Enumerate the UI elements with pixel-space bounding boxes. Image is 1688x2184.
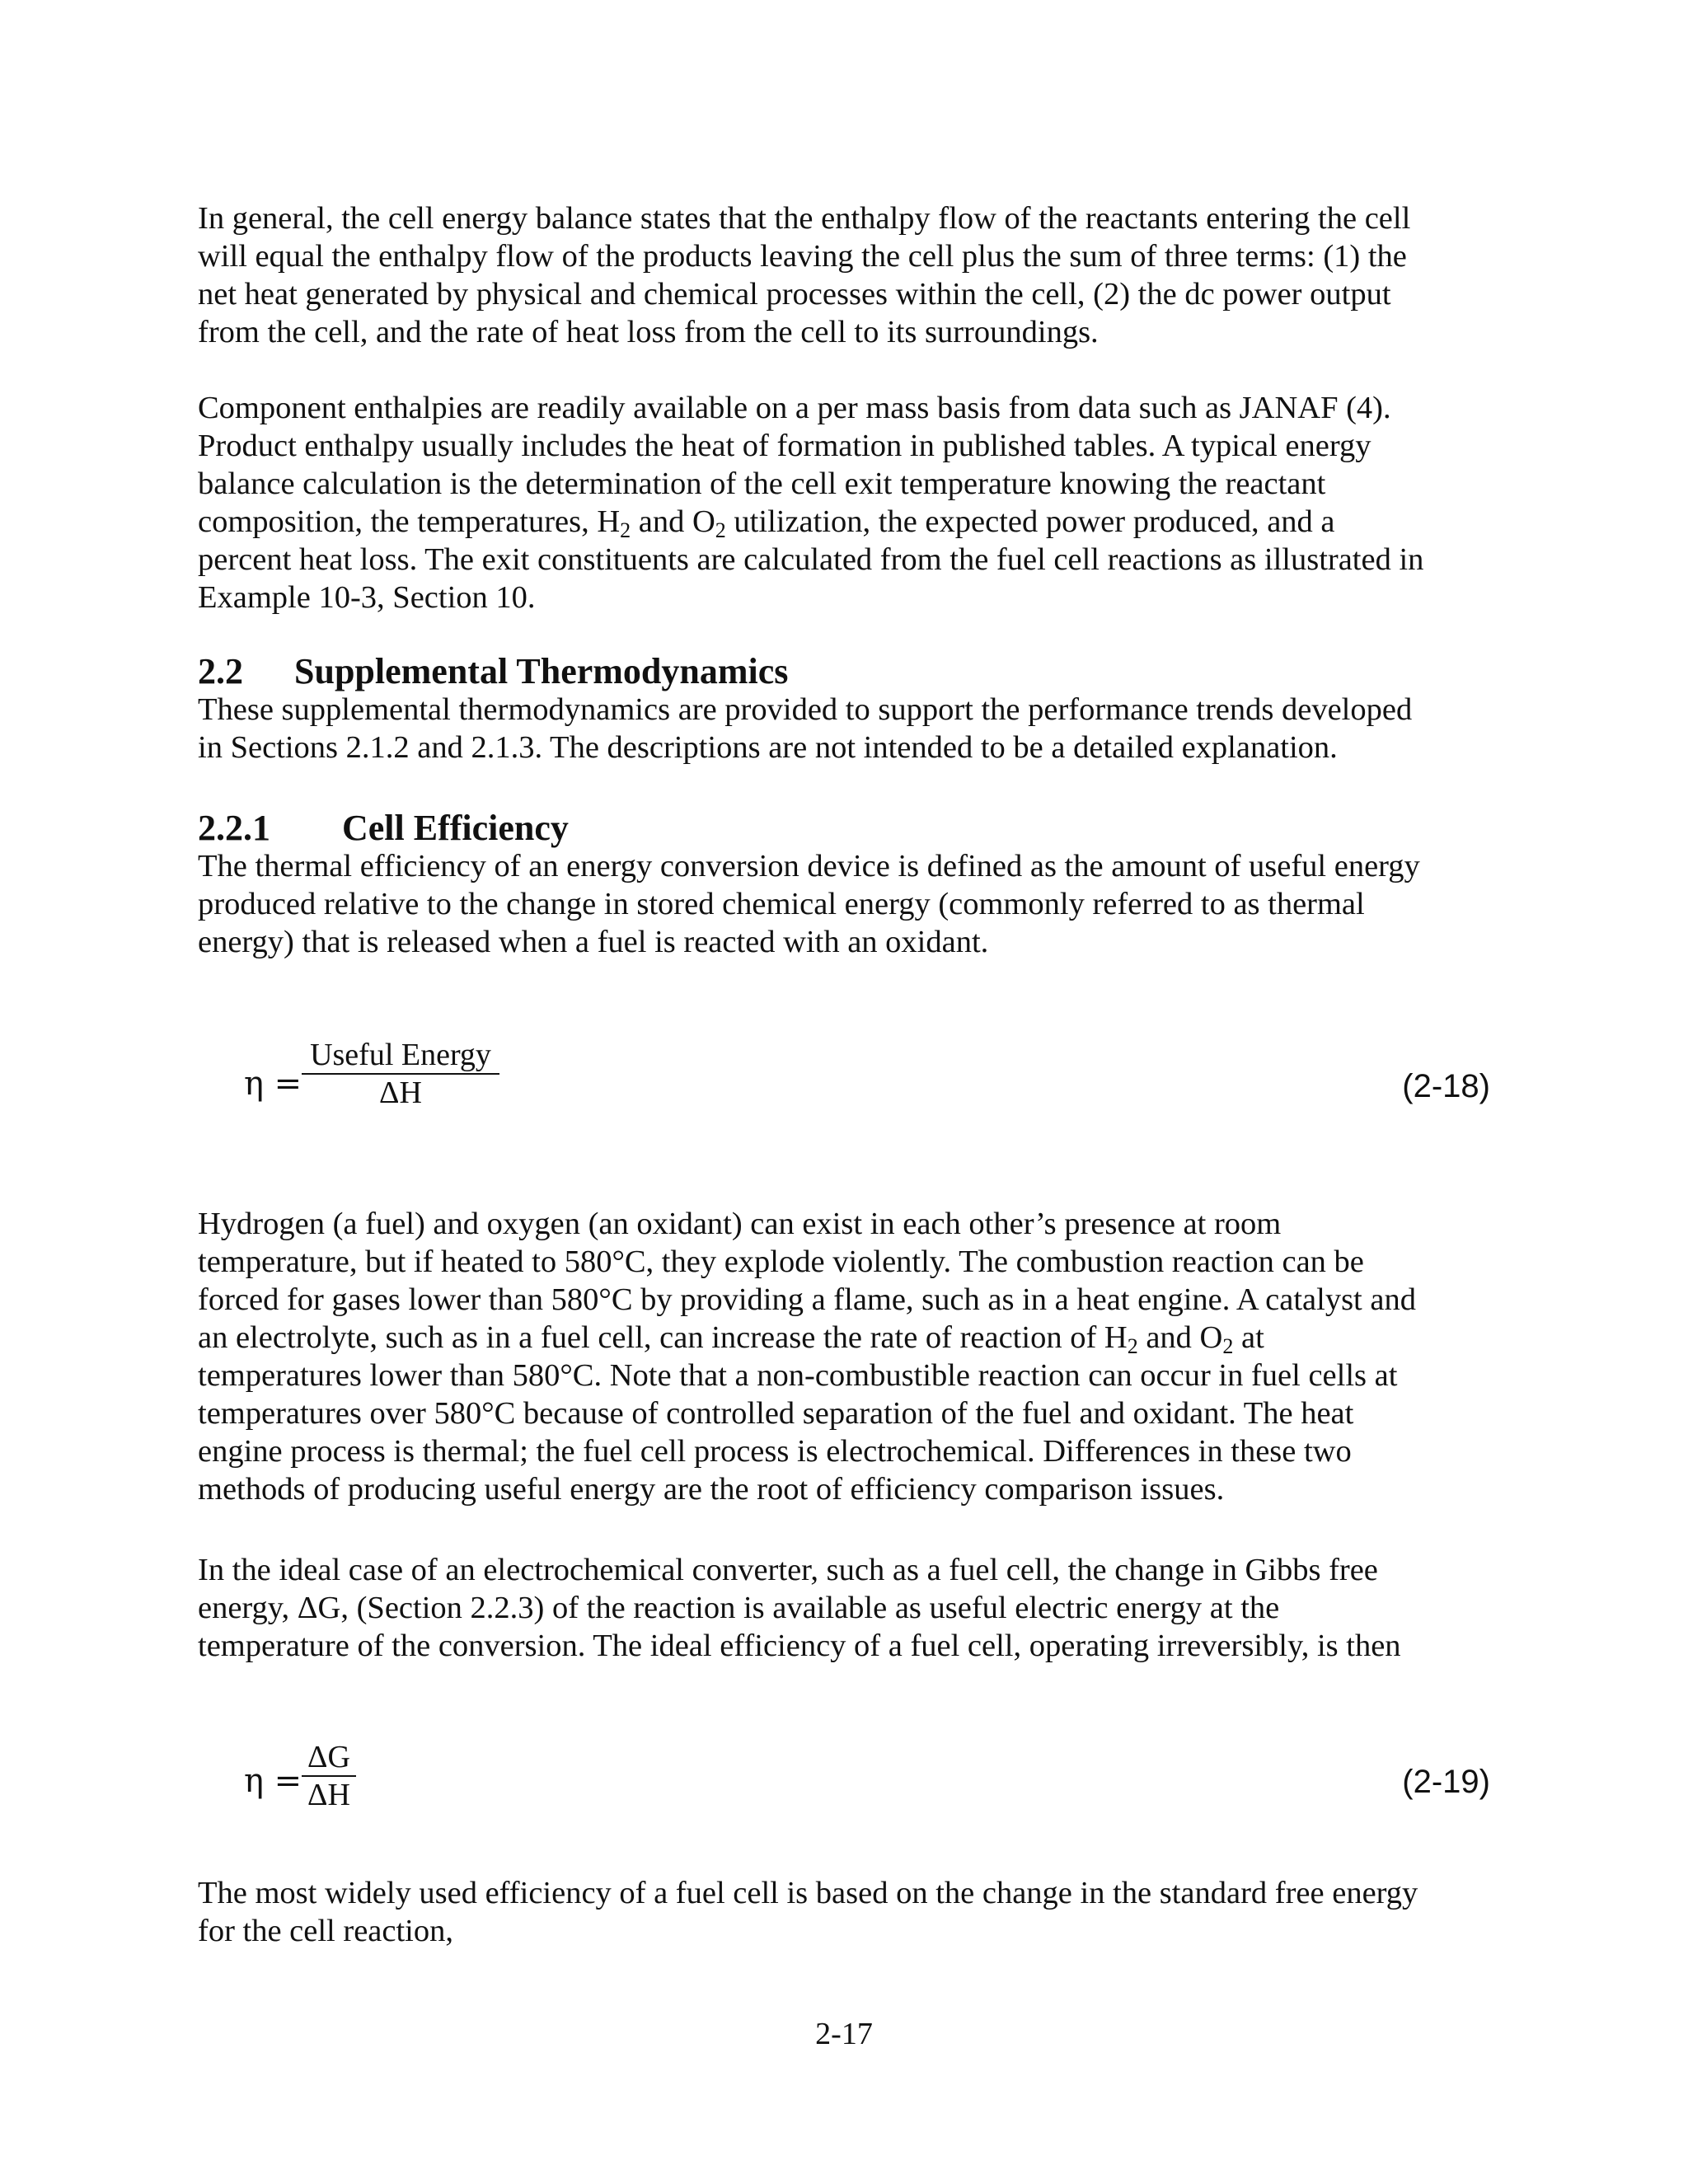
equation-fraction: [302, 1739, 356, 1813]
text-line: Hydrogen (a fuel) and oxygen (an oxidant) can exist in each other’s presence at room: [198, 1207, 1282, 1241]
text-line: net heat generated by physical and chemical processes within the cell, (2) the dc power output: [198, 277, 1391, 312]
text-line: temperatures over 580°C because of controlled separation of the fuel and oxidant. The heat: [198, 1396, 1354, 1431]
text-line: composition, the temperatures, $H_2$ and $O_2$ utilization, the expected power produced, and a: [198, 504, 1335, 542]
text-line: in Sections 2.1.2 and 2.1.3. The descriptions are not intended to be a detailed explanation.: [198, 730, 1338, 765]
equation-2-19: [0, 1739, 1688, 1821]
paragraph-widely-used: [198, 1874, 1500, 1950]
paragraph-ideal-case: [198, 1551, 1500, 1665]
section-number: 2.2: [198, 651, 243, 691]
equation-lhs: η =: [244, 1065, 302, 1103]
text-line: Component enthalpies are readily available on a per mass basis from data such as JANAF (4).: [198, 391, 1391, 425]
text-line: energy) that is released when a fuel is reacted with an oxidant.: [198, 925, 989, 959]
text-line: In the ideal case of an electrochemical converter, such as a fuel cell, the change in Gibbs free: [198, 1553, 1378, 1587]
text-line: for the cell reaction,: [198, 1914, 453, 1948]
text-line: percent heat loss. The exit constituents are calculated from the fuel cell reactions as illustrated in: [198, 542, 1424, 577]
section-heading-2-2: [198, 651, 1500, 692]
text-line: from the cell, and the rate of heat loss from the cell to its surroundings.: [198, 315, 1099, 349]
text-line: will equal the enthalpy flow of the products leaving the cell plus the sum of three terms: (1) the: [198, 239, 1407, 274]
text-line: The most widely used efficiency of a fuel cell is based on the change in the standard free energy: [198, 1876, 1418, 1910]
paragraph-component-enthalpies: [198, 389, 1500, 616]
equation-number: (2-19): [1402, 1764, 1490, 1800]
section-heading-2-2-1: [198, 808, 1500, 849]
text-line: methods of producing useful energy are the root of efficiency comparison issues.: [198, 1472, 1225, 1507]
page-number: 2-17: [815, 2017, 873, 2051]
paragraph-thermal-efficiency: [198, 847, 1500, 961]
text-line: temperature of the conversion. The ideal efficiency of a fuel cell, operating irreversibly, is then: [198, 1629, 1401, 1663]
text-line: forced for gases lower than 580°C by providing a flame, such as in a heat engine. A catalyst and: [198, 1282, 1416, 1317]
text-line: In general, the cell energy balance states that the enthalpy flow of the reactants entering the cell: [198, 201, 1411, 236]
text-line: These supplemental thermodynamics are provided to support the performance trends developed: [198, 692, 1413, 727]
fraction-denominator: ΔH: [307, 1778, 350, 1812]
paragraph-energy-balance: [198, 199, 1500, 351]
text-line: engine process is thermal; the fuel cell process is electrochemical. Differences in these two: [198, 1434, 1352, 1469]
equation-2-18: [0, 1037, 1688, 1127]
equation-fraction: [302, 1037, 499, 1111]
text-line: Product enthalpy usually includes the heat of formation in published tables. A typical energy: [198, 429, 1372, 463]
text-line: energy, ΔG, (Section 2.2.3) of the reaction is available as useful electric energy at the: [198, 1591, 1280, 1625]
text-line: temperatures lower than 580°C. Note that a non-combustible reaction can occur in fuel cells at: [198, 1358, 1398, 1393]
section-title: Cell Efficiency: [342, 808, 569, 848]
fraction-denominator: ΔH: [379, 1076, 422, 1110]
paragraph-supplemental: [198, 691, 1500, 766]
fraction-numerator: ΔG: [307, 1740, 350, 1774]
text-line: an electrolyte, such as in a fuel cell, can increase the rate of reaction of $H_2$ and $O_2$ at: [198, 1320, 1264, 1358]
section-number: 2.2.1: [198, 808, 270, 848]
section-title: Supplemental Thermodynamics: [294, 651, 789, 691]
fraction-numerator: Useful Energy: [310, 1038, 491, 1072]
paragraph-hydrogen-oxygen: [198, 1205, 1500, 1508]
text-line: Example 10-3, Section 10.: [198, 580, 536, 615]
text-line: produced relative to the change in stored chemical energy (commonly referred to as thermal: [198, 887, 1365, 921]
text-line: The thermal efficiency of an energy conversion device is defined as the amount of useful energy: [198, 849, 1420, 883]
text-line: balance calculation is the determination of the cell exit temperature knowing the reactant: [198, 466, 1326, 501]
text-line: temperature, but if heated to 580°C, they explode violently. The combustion reaction can be: [198, 1244, 1364, 1279]
equation-lhs: η =: [244, 1762, 302, 1800]
equation-number: (2-18): [1402, 1068, 1490, 1104]
